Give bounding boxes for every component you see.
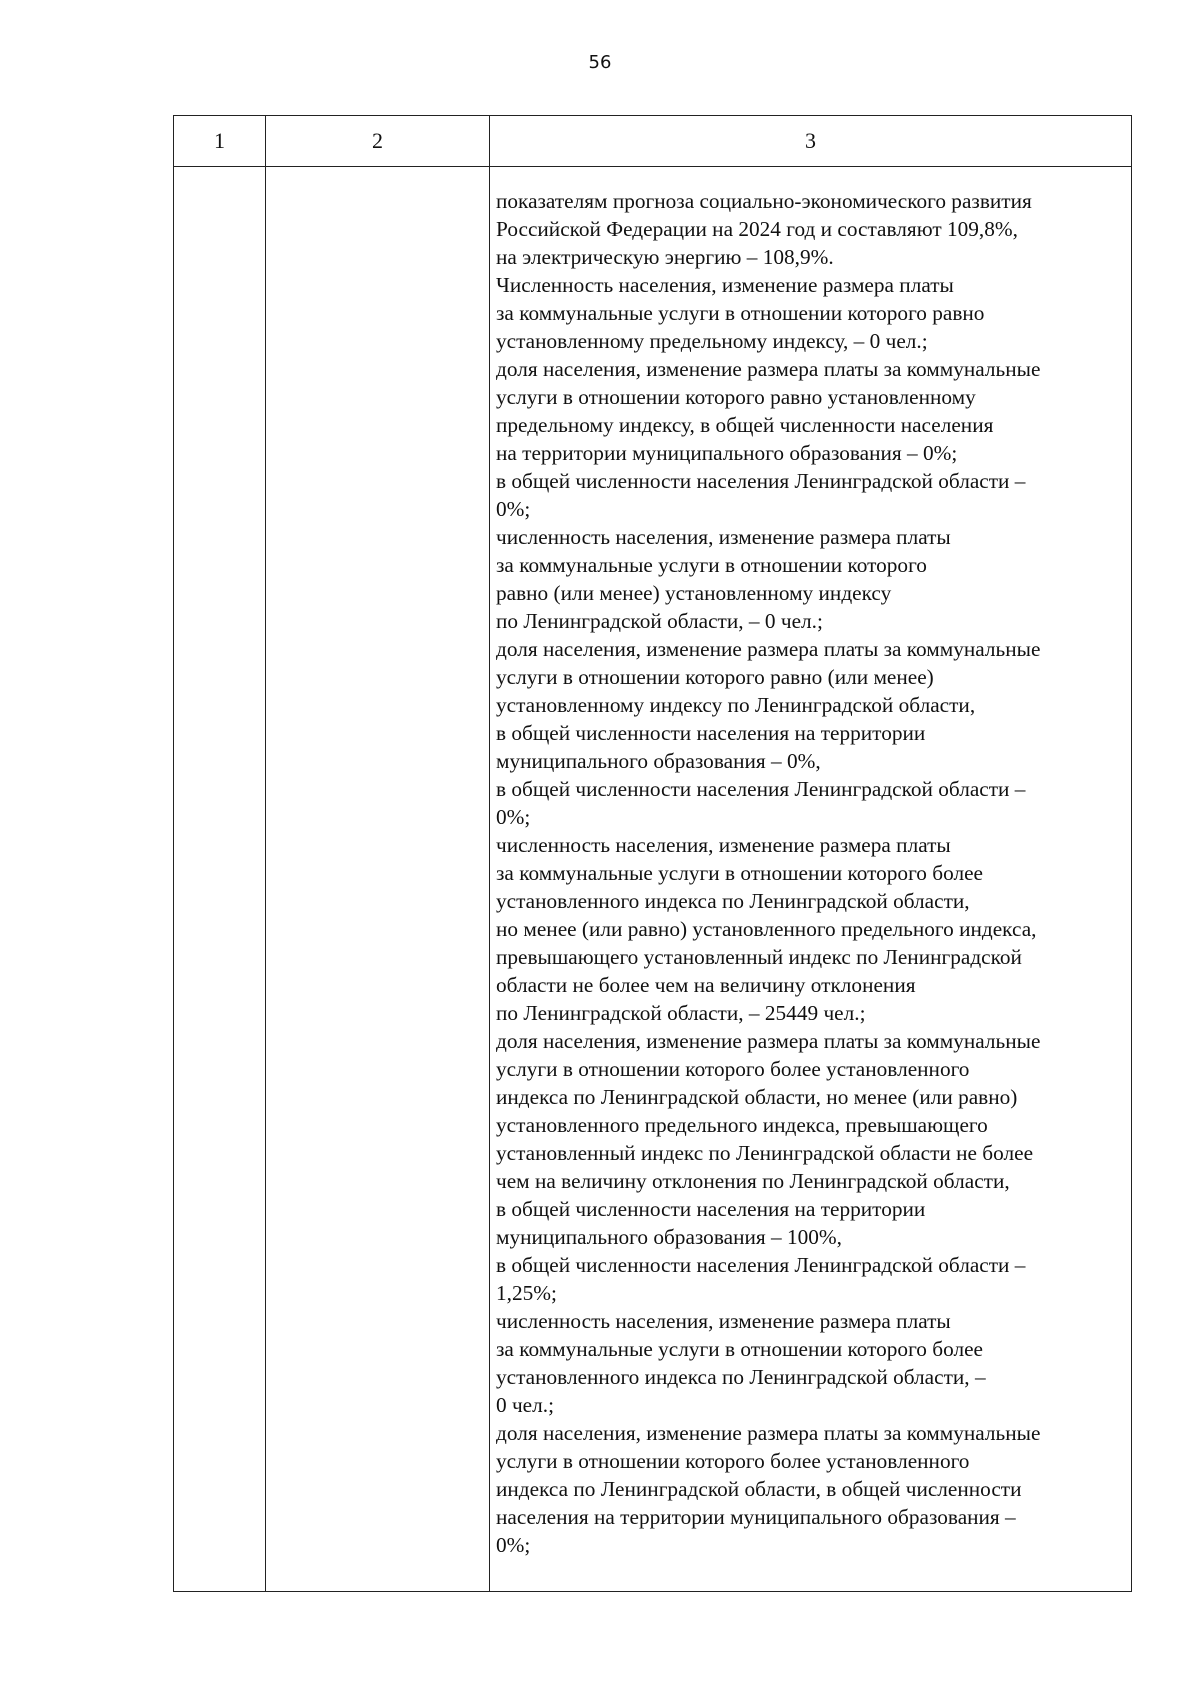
text-line: равно (или менее) установленному индексу bbox=[496, 581, 892, 605]
text-line: 0%; bbox=[496, 1533, 531, 1557]
text-line: по Ленинградской области, – 25449 чел.; bbox=[496, 1001, 866, 1025]
text-line: в общей численности населения Ленинградской области – bbox=[496, 1253, 1026, 1277]
text-line: 0%; bbox=[496, 497, 531, 521]
text-line: на территории муниципального образования – 0%; bbox=[496, 441, 958, 465]
text-line: установленный индекс по Ленинградской области не более bbox=[496, 1141, 1034, 1165]
column-header-3: 3 bbox=[490, 116, 1132, 167]
text-line: но менее (или равно) установленного предельного индекса, bbox=[496, 917, 1037, 941]
text-line: 1,25%; bbox=[496, 1281, 557, 1305]
text-line: 0%; bbox=[496, 805, 531, 829]
table-cell-col3 bbox=[490, 167, 1132, 1592]
text-line: доля населения, изменение размера платы за коммунальные bbox=[496, 357, 1041, 381]
text-line: за коммунальные услуги в отношении которого bbox=[496, 553, 927, 577]
text-line: населения на территории муниципального образования – bbox=[496, 1505, 1016, 1529]
text-line: за коммунальные услуги в отношении которого равно bbox=[496, 301, 985, 325]
text-line: в общей численности населения на территории bbox=[496, 1197, 926, 1221]
text-line: численность населения, изменение размера платы bbox=[496, 525, 951, 549]
table-cell-col2 bbox=[266, 167, 490, 1592]
text-line: услуги в отношении которого более установленного bbox=[496, 1057, 970, 1081]
text-line: области не более чем на величину отклонения bbox=[496, 973, 916, 997]
text-line: численность населения, изменение размера платы bbox=[496, 833, 951, 857]
column-header-1: 1 bbox=[174, 116, 266, 167]
text-line: по Ленинградской области, – 0 чел.; bbox=[496, 609, 823, 633]
document-table bbox=[173, 115, 1132, 1592]
text-line: муниципального образования – 100%, bbox=[496, 1225, 842, 1249]
text-line: превышающего установленный индекс по Ленинградской bbox=[496, 945, 1022, 969]
text-line: показателям прогноза социально-экономического развития bbox=[496, 189, 1032, 213]
text-line: доля населения, изменение размера платы за коммунальные bbox=[496, 1421, 1041, 1445]
table-header-row bbox=[174, 116, 1132, 167]
column-header-2: 2 bbox=[266, 116, 490, 167]
text-line: индекса по Ленинградской области, но менее (или равно) bbox=[496, 1085, 1018, 1109]
text-line: в общей численности населения Ленинградской области – bbox=[496, 777, 1026, 801]
text-line: услуги в отношении которого более установленного bbox=[496, 1449, 970, 1473]
text-line: установленному индексу по Ленинградской области, bbox=[496, 693, 976, 717]
text-line: доля населения, изменение размера платы за коммунальные bbox=[496, 637, 1041, 661]
text-line: установленного индекса по Ленинградской области, bbox=[496, 889, 970, 913]
text-line: доля населения, изменение размера платы за коммунальные bbox=[496, 1029, 1041, 1053]
text-line: численность населения, изменение размера платы bbox=[496, 1309, 951, 1333]
text-line: предельному индексу, в общей численности населения bbox=[496, 413, 994, 437]
text-line: услуги в отношении которого равно установленному bbox=[496, 385, 976, 409]
text-line: за коммунальные услуги в отношении которого более bbox=[496, 1337, 983, 1361]
text-line: Российской Федерации на 2024 год и составляют 109,8%, bbox=[496, 217, 1018, 241]
text-line: индекса по Ленинградской области, в общей численности bbox=[496, 1477, 1022, 1501]
text-line: муниципального образования – 0%, bbox=[496, 749, 821, 773]
cell-text-block bbox=[490, 167, 1131, 1559]
text-line: чем на величину отклонения по Ленинградской области, bbox=[496, 1169, 1010, 1193]
table-row bbox=[174, 167, 1132, 1592]
text-line: услуги в отношении которого равно (или менее) bbox=[496, 665, 934, 689]
text-line: установленному предельному индексу, – 0 чел.; bbox=[496, 329, 928, 353]
text-line: за коммунальные услуги в отношении которого более bbox=[496, 861, 983, 885]
text-line: в общей численности населения на территории bbox=[496, 721, 926, 745]
text-line: установленного индекса по Ленинградской области, – bbox=[496, 1365, 986, 1389]
text-line: в общей численности населения Ленинградской области – bbox=[496, 469, 1026, 493]
table-cell-col1 bbox=[174, 167, 266, 1592]
text-line: 0 чел.; bbox=[496, 1393, 555, 1417]
text-line: установленного предельного индекса, превышающего bbox=[496, 1113, 988, 1137]
page-number: 56 bbox=[588, 52, 612, 73]
text-line: на электрическую энергию – 108,9%. bbox=[496, 245, 834, 269]
text-line: Численность населения, изменение размера платы bbox=[496, 273, 954, 297]
